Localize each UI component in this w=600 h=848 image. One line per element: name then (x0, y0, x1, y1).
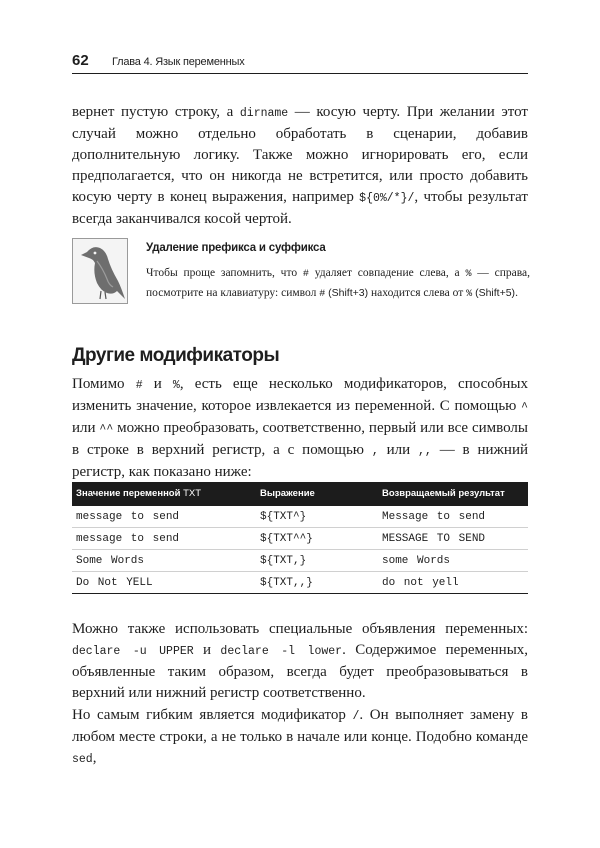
cell-result: do not yell (382, 577, 459, 589)
tip-note (72, 238, 528, 306)
code-hash: # (319, 289, 326, 300)
code-dirname: dirname (239, 107, 289, 120)
cell-result: some Words (382, 555, 451, 567)
cell-value: Some Words (76, 555, 145, 567)
page-number: 62 (72, 52, 89, 69)
text: , чтобы результат всегда заканчивался косой чертой. (72, 189, 528, 227)
table-row (72, 572, 528, 594)
paragraph-declare (72, 619, 528, 704)
paragraph-dirname (72, 102, 528, 230)
code-symbol: ^^ (99, 423, 114, 436)
text: TXT (180, 488, 202, 499)
key-combo: (Shift+5) (472, 287, 516, 299)
table-row (72, 550, 528, 572)
key-combo: (Shift+3) (325, 287, 369, 299)
code-declare-upper: declare -u UPPER (72, 645, 194, 658)
cell-expression: ${TXT,,} (260, 577, 313, 589)
text: удаляет совпадение слева, а (308, 267, 466, 279)
header-rule (72, 73, 528, 74)
case-modifiers-table (72, 482, 528, 594)
table-header (72, 482, 528, 506)
code-percent: % (466, 289, 473, 300)
table-row (72, 528, 528, 550)
column-header-value (76, 482, 201, 506)
text: , есть еще несколько модификаторов, способных изменить значение, которое извлекается из переменной. С помощью (72, 376, 529, 414)
column-header-result: Возвращаемый результат (382, 488, 505, 499)
code-symbol: % (172, 379, 180, 392)
note-body (146, 264, 530, 304)
code-declare-lower: declare -l lower (220, 645, 343, 658)
paragraph-slash-modifier (72, 705, 528, 770)
paragraph-modifiers (72, 374, 528, 483)
code-symbol: # (135, 379, 143, 392)
text: и (193, 642, 221, 658)
code-symbol: ^ (521, 401, 528, 414)
cell-result: MESSAGE TO SEND (382, 533, 486, 545)
cell-result: Message to send (382, 511, 486, 523)
text: или (378, 442, 419, 458)
text: — косую черту. При желании этот случай можно отдельно обработать в сценарии, добавив дополнительную логику. Также можно игнорировать его, если предполагается, что он никогда не встретится, или просто добавить косую черту в конец выражения, например (72, 104, 528, 205)
code-slash: / (352, 710, 360, 723)
cell-expression: ${TXT^} (260, 511, 307, 523)
bird-icon (72, 238, 128, 304)
cell-expression: ${TXT^^} (260, 533, 313, 545)
code-percent: % (465, 269, 472, 280)
chapter-title: Глава 4. Язык переменных (112, 56, 245, 68)
text: — справа, посмотрите на клавиатуру: символ (146, 267, 530, 299)
code-hash: # (302, 269, 309, 280)
page-header (72, 50, 528, 72)
cell-value: message to send (76, 511, 180, 523)
table-row (72, 506, 528, 528)
text: — в нижний регистр, как показано ниже: (72, 442, 528, 480)
text: Но самым гибким является модификатор (72, 707, 353, 723)
code-symbol: ,, (418, 445, 432, 458)
column-header-expression: Выражение (260, 488, 315, 499)
cell-value: message to send (76, 533, 180, 545)
cell-value: Do Not YELL (76, 577, 153, 589)
text: Можно также использовать специальные объявления переменных: (72, 621, 528, 637)
text: Чтобы проще запомнить, что (146, 267, 303, 279)
code-symbol: , (371, 445, 379, 458)
text: . (515, 287, 518, 299)
text: или (72, 420, 100, 436)
code-expression: ${0%/*}/ (359, 192, 415, 205)
text: . Содержимое переменных, объявленные таким образом, всегда будет преобразовываться в верхний или нижний регистр соответственно. (72, 642, 529, 701)
text: находится слева от (368, 287, 467, 299)
text: и (142, 376, 173, 392)
text: можно преобразовать, соответственно, первый или все символы в строке в верхний регистр, а с помощью (72, 420, 528, 458)
cell-expression: ${TXT,} (260, 555, 307, 567)
text: Помимо (72, 376, 136, 392)
text: Значение переменной (76, 488, 181, 499)
section-heading: Другие модификаторы (72, 345, 280, 366)
text: , (92, 750, 97, 766)
text: . Он выполняет замену в любом месте строки, а не только в начале или конце. Подобно команде (72, 707, 528, 745)
text: вернет пустую строку, а (72, 104, 240, 120)
note-title: Удаление префикса и суффикса (146, 242, 326, 254)
code-sed: sed (72, 753, 93, 766)
